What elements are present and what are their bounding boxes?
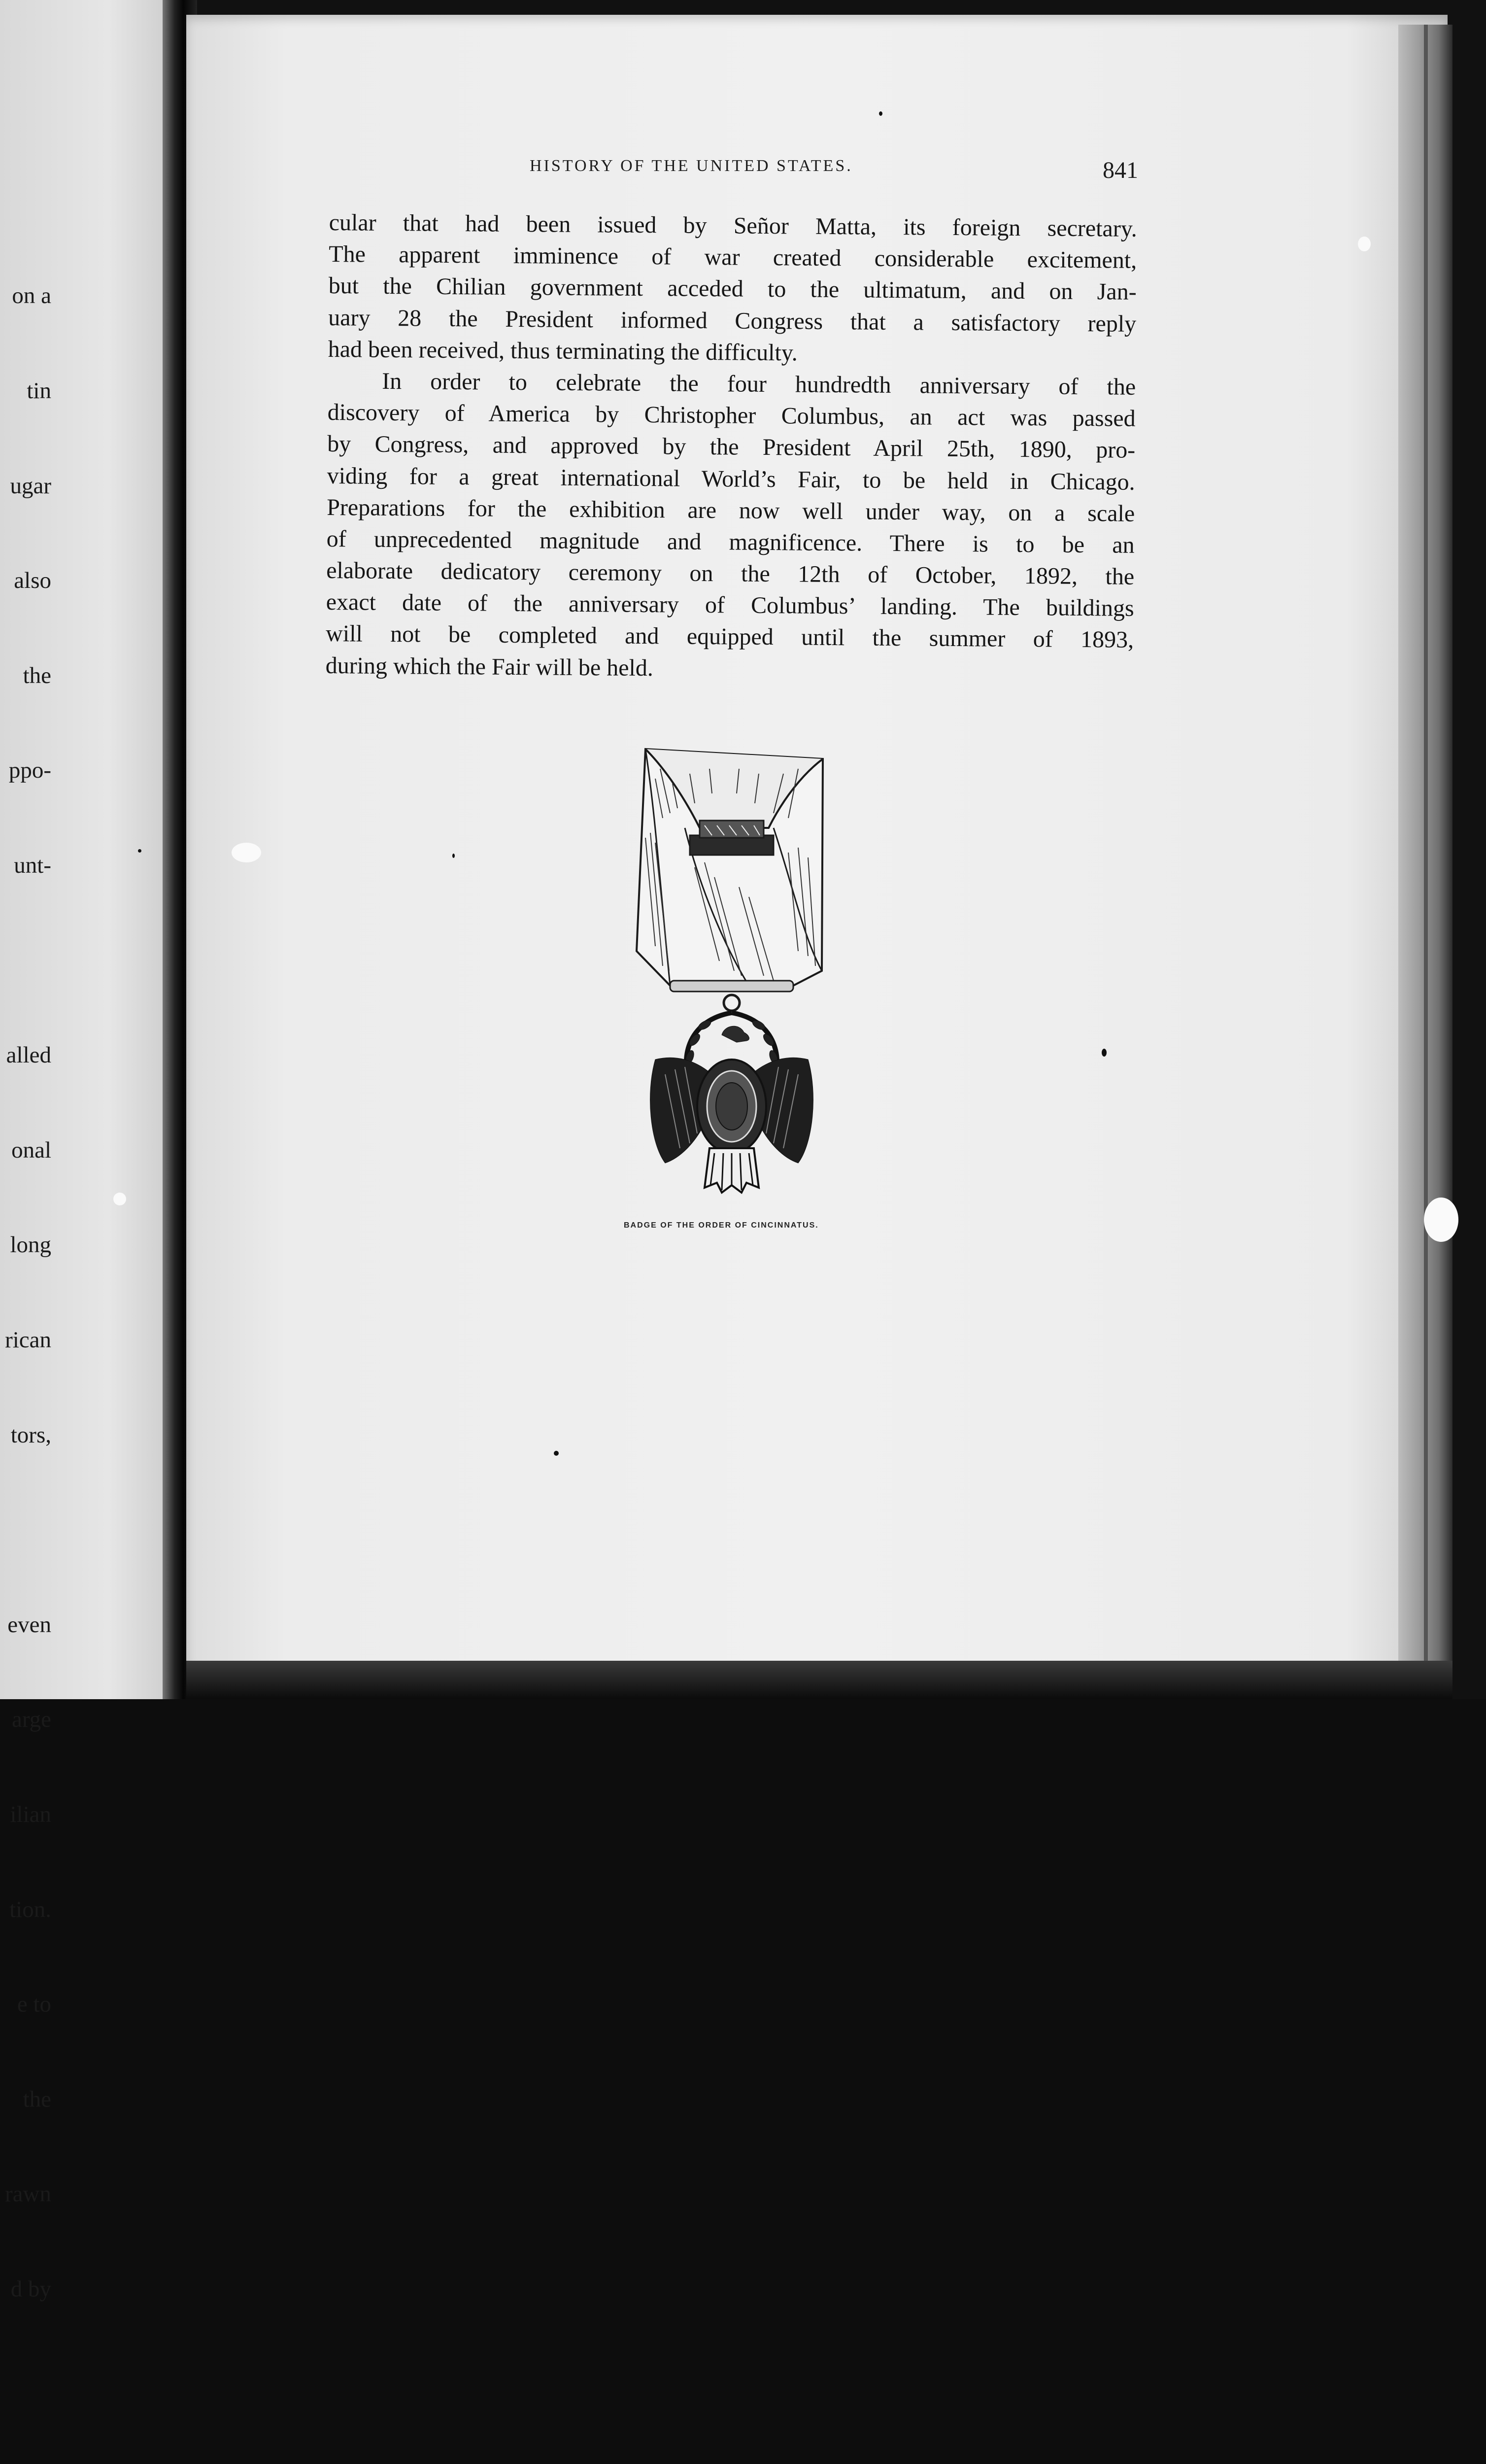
left-line: tin (27, 378, 51, 404)
body-line: but the Chilian government acceded to the ultimatum, and on Jan- (328, 273, 1137, 306)
bottom-shadow (186, 1661, 1452, 1699)
body-line: Preparations for the exhibition are now well under way, on a scale (327, 494, 1135, 527)
scan-speck (1424, 1198, 1458, 1242)
left-line: arge (11, 1707, 51, 1733)
ribbon-drawing (637, 749, 823, 992)
body-line: discovery of America by Christopher Columbus, an act was passed (327, 399, 1136, 432)
left-line (0, 1514, 51, 1545)
left-line: long (10, 1232, 51, 1258)
left-line: tors, (10, 1422, 51, 1448)
left-line: also (14, 568, 51, 594)
left-line: onal (11, 1137, 51, 1163)
left-line: the (23, 2086, 51, 2112)
body-line: will not be completed and equipped until the summer of 1893, (325, 620, 1134, 653)
body-line: during which the Fair will be held. (325, 652, 654, 681)
scan-speck (554, 1451, 559, 1456)
left-page-text-fragments (0, 217, 51, 2464)
left-line: tion. (9, 1896, 51, 1922)
scan-speck (1358, 237, 1371, 251)
left-facing-page (0, 0, 181, 2302)
page-number: 841 (1103, 157, 1138, 183)
scan-speck (879, 111, 882, 116)
left-line: ppo- (8, 757, 51, 784)
left-line: d by (10, 2276, 51, 2302)
body-line: elaborate dedicatory ceremony on the 12th of October, 1892, the (326, 557, 1135, 590)
left-line: unt- (14, 852, 51, 878)
left-line: rawn (5, 2181, 51, 2207)
left-line: e to (17, 1991, 51, 2018)
body-line: cular that had been issued by Señor Matta, its foreign secretary. (329, 209, 1137, 242)
left-line: the (23, 662, 51, 688)
ring-drawing (724, 995, 740, 1011)
left-line: ilian (10, 1801, 51, 1827)
body-line: The apparent imminence of war created considerable excitement, (329, 241, 1137, 274)
left-line: alled (6, 1042, 51, 1068)
left-line: on a (12, 283, 51, 309)
body-line: of unprecedented magnitude and magnificence. There is to be an (326, 525, 1135, 558)
scan-speck (452, 854, 455, 858)
eagle-badge-drawing (650, 1013, 813, 1193)
scan-speck (138, 849, 141, 853)
body-line: In order to celebrate the four hundredth anniversary of the (382, 368, 1136, 400)
left-line: rican (5, 1327, 51, 1353)
body-line: exact date of the anniversary of Columbus’ landing. The buildings (326, 589, 1134, 622)
body-line: uary 28 the President informed Congress that a satisfactory reply (328, 304, 1137, 337)
body-text (325, 207, 1137, 688)
figure-caption: BADGE OF THE ORDER OF CINCINNATUS. (624, 1221, 819, 1230)
left-line (0, 945, 51, 976)
scan-speck (232, 843, 261, 862)
left-line: even (7, 1611, 51, 1638)
body-line: had been received, thus terminating the difficulty. (328, 336, 798, 366)
scan-speck (1102, 1049, 1107, 1057)
left-line (0, 2368, 51, 2399)
body-line: by Congress, and approved by the President April 25th, 1890, pro- (327, 431, 1136, 464)
left-line: ugar (10, 473, 51, 499)
running-head: HISTORY OF THE UNITED STATES. (530, 157, 853, 175)
scan-speck (113, 1193, 126, 1205)
badge-illustration (626, 739, 833, 1212)
page-stack-edge (1398, 25, 1452, 1666)
body-line: viding for a great international World’s Fair, to be held in Chicago. (327, 462, 1135, 495)
